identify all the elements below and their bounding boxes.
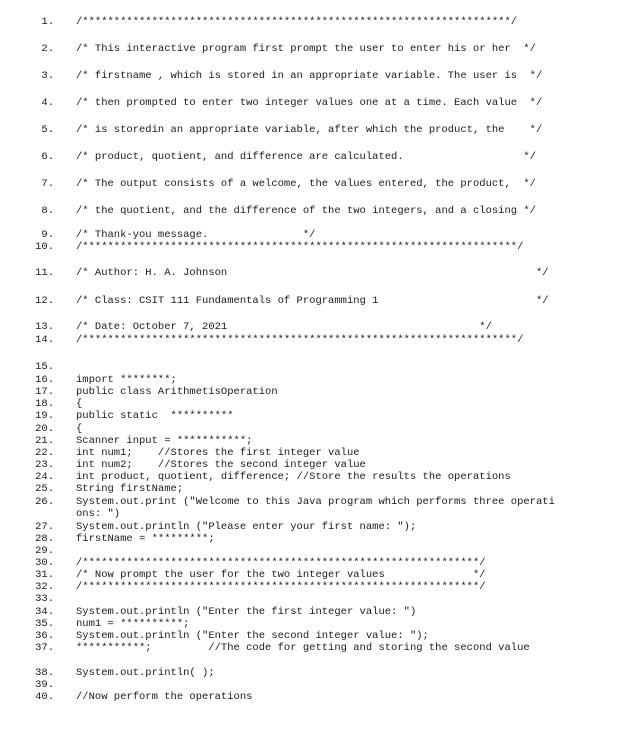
line-text: System.out.println( ); xyxy=(76,667,215,679)
line-number: 22. xyxy=(35,447,54,459)
line-number: 37. xyxy=(35,642,54,654)
line-number: 21. xyxy=(35,435,54,447)
line-text: System.out.println ("Please enter your first name: "); xyxy=(76,521,417,533)
line-number: 1. xyxy=(41,16,54,28)
line-text: /* Thank-you message. */ xyxy=(76,229,316,241)
line-text: /* This interactive program first prompt the user to enter his or her */ xyxy=(76,43,536,55)
line-number: 17. xyxy=(35,386,54,398)
line-number: 35. xyxy=(35,618,54,630)
line-text: /* then prompted to enter two integer values one at a time. Each value */ xyxy=(76,97,543,109)
line-number: 12. xyxy=(35,295,54,307)
line-text: num1 = **********; xyxy=(76,618,190,630)
line-number: 20. xyxy=(35,423,54,435)
line-number: 14. xyxy=(35,334,54,346)
line-text: int num1; //Stores the first integer value xyxy=(76,447,360,459)
line-text: /* the quotient, and the difference of the two integers, and a closing */ xyxy=(76,205,536,217)
line-number: 11. xyxy=(35,267,54,279)
line-number: 6. xyxy=(41,151,54,163)
line-number: 33. xyxy=(35,593,54,605)
line-number: 38. xyxy=(35,667,54,679)
line-number: 18. xyxy=(35,398,54,410)
line-text: String firstName; xyxy=(76,483,184,495)
line-text: System.out.println ("Enter the second integer value: "); xyxy=(76,630,429,642)
line-number: 13. xyxy=(35,321,54,333)
line-number: 15. xyxy=(35,361,54,373)
line-text: /* Date: October 7, 2021 */ xyxy=(76,321,492,333)
line-number: 25. xyxy=(35,483,54,495)
line-text: /* Author: H. A. Johnson */ xyxy=(76,267,549,279)
line-number: 36. xyxy=(35,630,54,642)
line-text: /***************************************************************/ xyxy=(76,581,486,593)
line-number: 5. xyxy=(41,124,54,136)
line-number: 10. xyxy=(35,241,54,253)
line-text: import ********; xyxy=(76,374,177,386)
line-text: /* Now prompt the user for the two integer values */ xyxy=(76,569,486,581)
line-text: /* Class: CSIT 111 Fundamentals of Programming 1 */ xyxy=(76,295,549,307)
line-number: 28. xyxy=(35,533,54,545)
line-number: 34. xyxy=(35,606,54,618)
line-text: public static ********** xyxy=(76,410,234,422)
line-text: { xyxy=(76,398,83,410)
line-number: 32. xyxy=(35,581,54,593)
line-number: 27. xyxy=(35,521,54,533)
line-number: 23. xyxy=(35,459,54,471)
line-number: 39. xyxy=(35,679,54,691)
line-text: System.out.print ("Welcome to this Java program which performs three operations: ") xyxy=(76,496,555,520)
line-number: 4. xyxy=(41,97,54,109)
line-text: /*********************************************************************/ xyxy=(76,334,524,346)
line-text: { xyxy=(76,423,83,435)
line-number: 7. xyxy=(41,178,54,190)
line-number: 26. xyxy=(35,496,54,508)
line-text: public class ArithmetisOperation xyxy=(76,386,278,398)
line-number: 29. xyxy=(35,545,54,557)
line-number: 2. xyxy=(41,43,54,55)
line-number: 16. xyxy=(35,374,54,386)
line-number: 8. xyxy=(41,205,54,217)
line-number: 24. xyxy=(35,471,54,483)
line-text: //Now perform the operations xyxy=(76,691,253,703)
line-text: /***************************************************************/ xyxy=(76,557,486,569)
line-text: System.out.println ("Enter the first integer value: ") xyxy=(76,606,417,618)
line-text: /********************************************************************/ xyxy=(76,16,518,28)
line-text: Scanner input = ***********; xyxy=(76,435,253,447)
line-text: int product, quotient, difference; //Store the results the operations xyxy=(76,471,511,483)
line-number: 30. xyxy=(35,557,54,569)
line-text: /*********************************************************************/ xyxy=(76,241,524,253)
line-text: firstName = *********; xyxy=(76,533,215,545)
line-number: 40. xyxy=(35,691,54,703)
line-number: 31. xyxy=(35,569,54,581)
line-number: 19. xyxy=(35,410,54,422)
line-text: /* firstname , which is stored in an appropriate variable. The user is */ xyxy=(76,70,543,82)
line-text: int num2; //Stores the second integer value xyxy=(76,459,366,471)
line-number: 9. xyxy=(41,229,54,241)
line-number: 3. xyxy=(41,70,54,82)
line-text: /* product, quotient, and difference are calculated. */ xyxy=(76,151,536,163)
line-text: ***********; //The code for getting and storing the second value xyxy=(76,642,530,654)
line-text: /* The output consists of a welcome, the values entered, the product, */ xyxy=(76,178,536,190)
line-text: /* is storedin an appropriate variable, after which the product, the */ xyxy=(76,124,543,136)
